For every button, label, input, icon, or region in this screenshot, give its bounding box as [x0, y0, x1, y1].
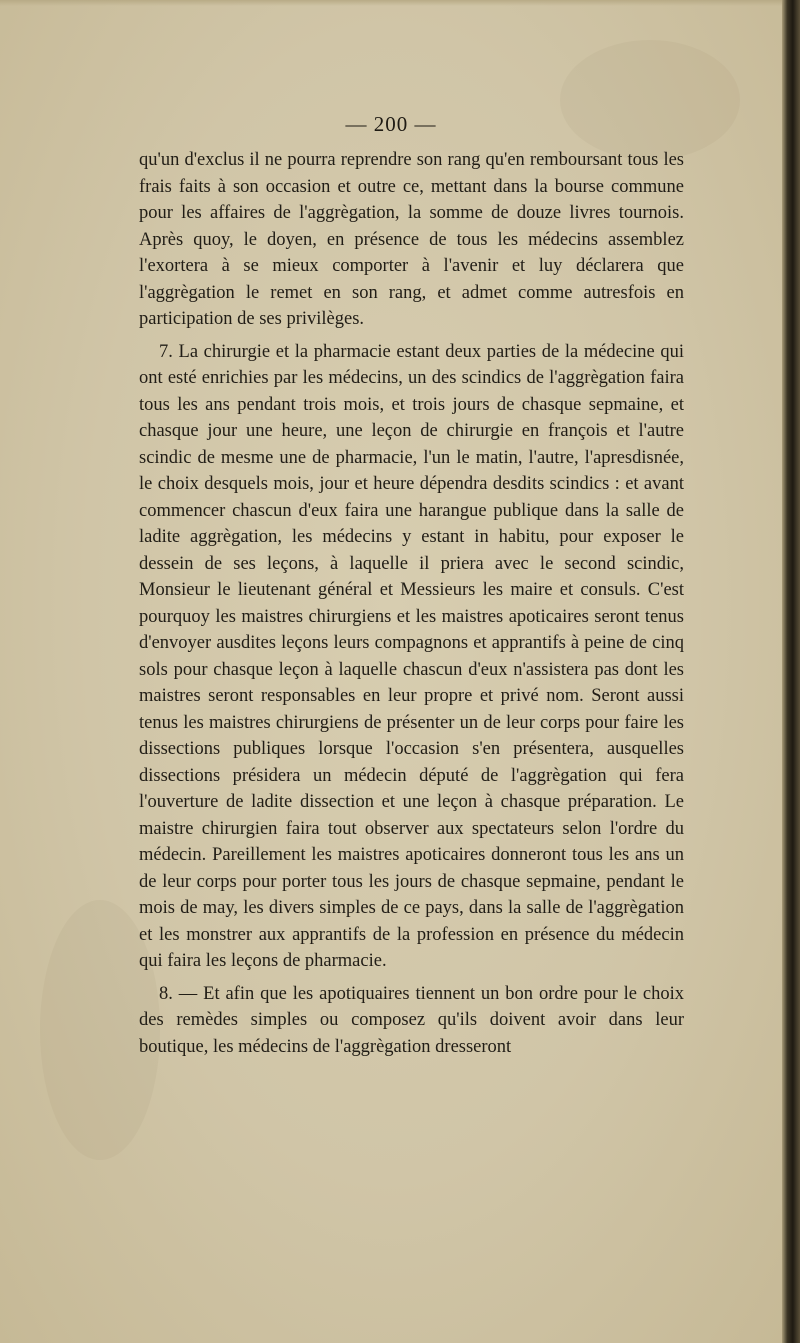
- paper-stain: [560, 40, 740, 160]
- book-binding-edge: [782, 0, 800, 1343]
- page-number: — 200 —: [345, 112, 437, 136]
- paragraph-article-8: 8. — Et afin que les apotiquaires tiennent un bon ordre pour le choix des remèdes simples ou composez qu'ils doivent avoir dans leur boutique, les médecins de l'aggrègation dresseront: [139, 983, 684, 1057]
- paragraph-article-7: 7. La chirurgie et la pharmacie estant deux parties de la médecine qui ont esté enrichies par les médecins, un des scindics de l'aggrègation faira tous les ans pendant trois mois, et trois jours de chasque sepmaine, et chasque jour une heure, une leçon de chirurgie en françois et l'autre scindic de mesme une de pharmacie, l'un le matin, l'autre, l'apresdisnée, le choix desquels mois, jour et heure dépendra desdits scindics : et avant commencer chascun d'eux faira une harangue publique dans la salle de ladite aggrègation, les médecins y estant in habitu, pour exposer le dessein de ses leçons, à laquelle il priera avec le second scindic, Monsieur le lieutenant général et Messieurs les maire et consuls. C'est pourquoy les maistres chirurgiens et les maistres apoticaires seront tenus d'envoyer ausdites leçons leurs compagnons et apprantifs à peine de cinq sols pour chasque leçon à laquelle chascun d'eux n'assistera pas dont les maistres seront responsables en leur propre et privé nom. Seront aussi tenus les maistres chirurgiens de présenter un de leur corps pour faire les dissections publiques lorsque l'occasion s'en présentera, ausquelles dissections présidera un médecin député de l'aggrègation qui fera l'ouverture de ladite dissection et une leçon à chasque préparation. Le maistre chirurgien faira tout observer aux spectateurs selon l'ordre du médecin. Pareillement les maistres apoticaires donneront tous les ans un de leur corps pour porter tous les jours de chasque sepmaine, pendant le mois de may, les divers simples de ce pays, dans la salle de l'aggrègation et les monstrer aux apprantifs de la profession en présence du médecin qui faira les leçons de pharmacie.: [139, 341, 684, 971]
- paragraph: qu'un d'exclus il ne pourra reprendre son rang qu'en remboursant tous les frais faits à son occasion et outre ce, mettant dans la bourse commune pour les affaires de l'aggrègation, la somme de douze livres tournois. Après quoy, le doyen, en présence de tous les médecins assemblez l'exortera à se mieux comporter à l'avenir et luy déclarera que l'aggrègation le remet en son rang, et admet comme autresfois en participation de ses privilèges.: [139, 150, 684, 329]
- page-top-edge: [0, 0, 782, 6]
- body-text: [139, 147, 684, 1066]
